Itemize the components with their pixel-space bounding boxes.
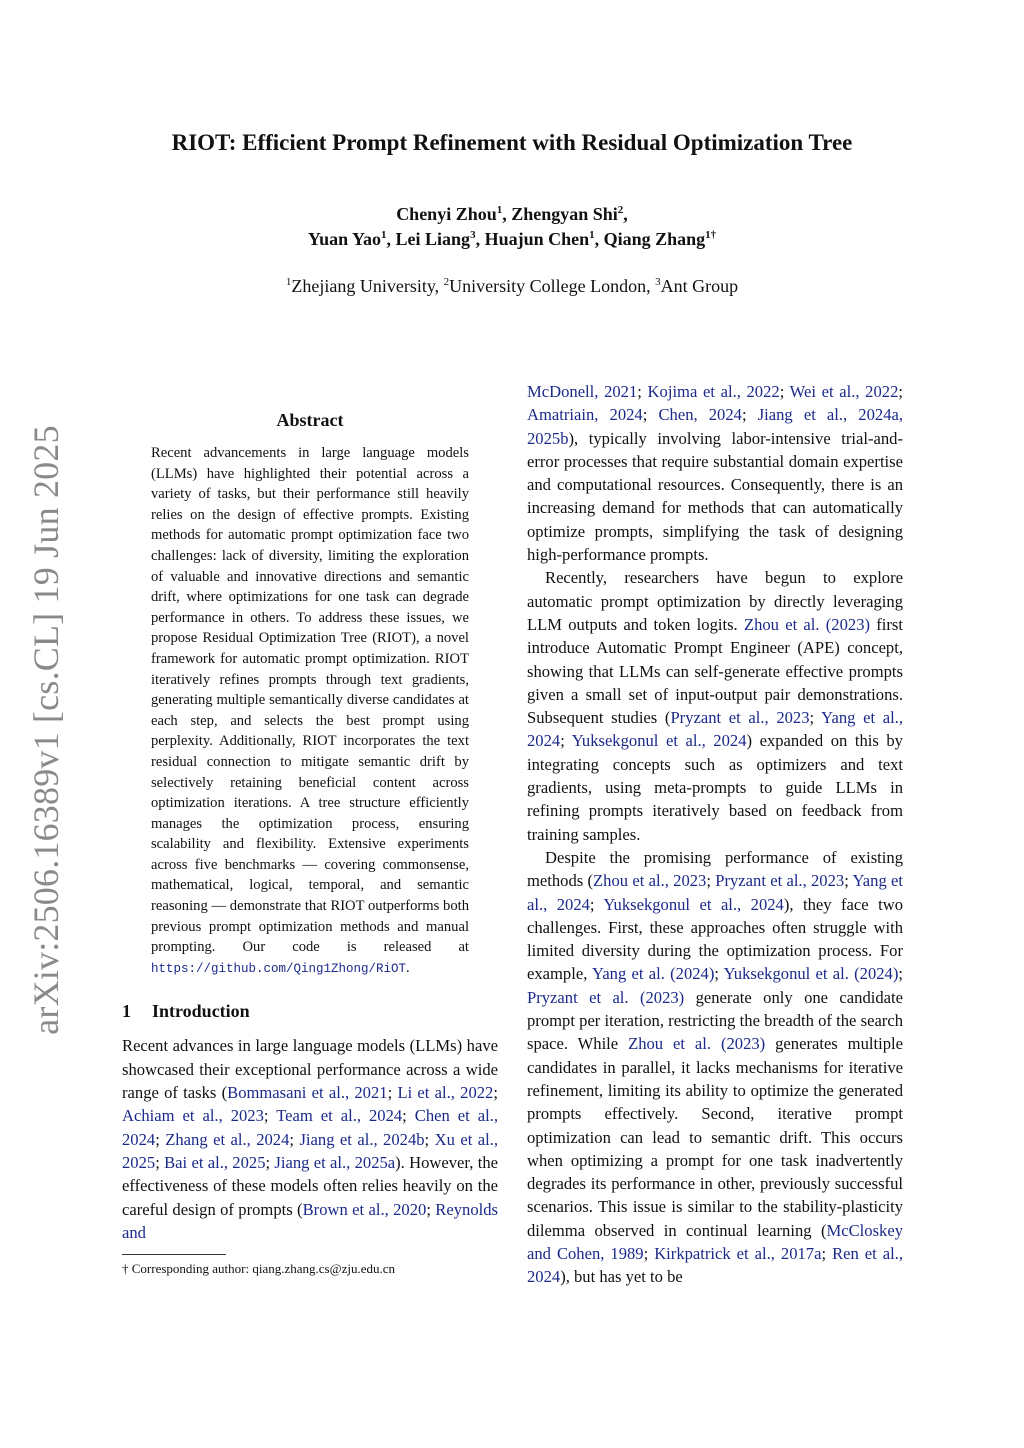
text-run: Despite the promising performance of existing methods ( [527, 847, 903, 891]
affiliations [0, 276, 1024, 297]
corresponding-author-footnote: † Corresponding author: qiang.zhang.cs@zju.edu.cn [122, 1261, 395, 1277]
text-run: ; [779, 382, 790, 401]
abstract-end: . [406, 959, 410, 976]
citation-link[interactable]: McDonell, 2021 [527, 382, 638, 401]
text-run: ; [706, 871, 716, 891]
citation-link[interactable]: Zhou et al., 2023 [593, 871, 707, 891]
author-name: Huajun Chen [484, 229, 590, 249]
citation-link[interactable]: Jiang et al., 2025a [274, 1152, 396, 1172]
text-run: ; [155, 1152, 165, 1172]
right-column [527, 380, 903, 1289]
intro-paragraph-4 [527, 846, 903, 1289]
citation-link[interactable]: Pryzant et al., 2023 [715, 871, 845, 891]
citation-link[interactable]: Bai et al., 2025 [164, 1152, 266, 1172]
text-run: ; [714, 964, 724, 984]
affil-name: Ant Group [660, 276, 739, 296]
text-run: ; [426, 1199, 436, 1219]
citation-link[interactable]: Bommasani et al., 2021 [227, 1083, 388, 1103]
text-run: ; [642, 405, 659, 425]
intro-paragraph-3 [527, 566, 903, 846]
text-run: ; [424, 1129, 435, 1149]
text-run: ; [493, 1083, 498, 1103]
citation-link[interactable]: Yuksekgonul et al., 2024 [603, 894, 784, 914]
citation-link[interactable]: Kirkpatrick et al., 2017a [654, 1243, 822, 1263]
text-run: ) expanded on this by integrating concepts such as optimizers and text gradients, using meta-prompts to guide LLMs in refining prompts iteratively based on feedback from training samples. [527, 731, 903, 844]
text-run: ). However, the effectiveness of these models often relies heavily on the careful design of prompts ( [122, 1152, 499, 1219]
text-run: generates multiple candidates in parallel, it lacks mechanisms for iterative refinement, limiting its ability to optimize the generated prompts effectively. Second, iterative prompt optimization can lead to semantic drift. This occurs when optimizing a prompt for one task inadvertently degrades its performance in other, previously successful scenarios. This issue is similar to the stability-plasticity dilemma observed in continual learning ( [527, 1034, 903, 1240]
text-run: ; [898, 382, 903, 401]
arxiv-sidebar-stamp [22, 425, 70, 1035]
affil-mark: 2 [443, 276, 450, 288]
text-run: ; [809, 708, 822, 728]
text-run: ), but has yet to be [560, 1267, 683, 1287]
footnote-rule [122, 1254, 226, 1255]
author-name: Qiang Zhang [603, 229, 706, 249]
text-run: ; [155, 1129, 166, 1149]
author-affil-mark: 2 [617, 204, 624, 216]
arxiv-id: arXiv:2506.16389v1 [cs.CL] 19 Jun 2025 [26, 425, 67, 1035]
text-run: ), typically involving labor-intensive trial-and-error processes that require substantial domain expertise and computational resources. Consequently, there is an increasing demand for methods that can automatically optimize prompts, simplifying the task of designing high-performance prompts. [527, 428, 903, 565]
text-run: ; [263, 1106, 277, 1126]
section-heading-introduction [122, 1001, 498, 1022]
citation-link[interactable]: Pryzant et al. (2023) [527, 987, 685, 1007]
affil-mark: 3 [655, 276, 661, 288]
citation-link[interactable]: Yuksekgonul et al. (2024) [723, 964, 899, 984]
citation-link[interactable]: Zhang et al., 2024 [165, 1129, 290, 1149]
text-run: ; [402, 1106, 415, 1126]
text-run: ; [643, 1243, 655, 1263]
left-column [122, 410, 498, 1277]
abstract-body [151, 443, 469, 979]
citation-link[interactable]: Reynolds and [122, 1199, 498, 1242]
citation-link[interactable]: Li et al., 2022 [397, 1083, 494, 1103]
text-run: ; [265, 1152, 275, 1172]
text-run: first introduce Automatic Prompt Engineer (APE) concept, showing that LLMs can self-generate effective prompts given a small set of input-output pair demonstrations. Subsequent studies ( [527, 614, 903, 728]
intro-paragraph-1 [122, 1034, 498, 1244]
text-run: ; [387, 1083, 398, 1103]
text-run: ; [898, 964, 903, 984]
author-list [0, 202, 1024, 252]
citation-link[interactable]: Achiam et al., 2023 [122, 1106, 264, 1126]
text-run: generate only one candidate prompt per iteration, restricting the breadth of the search space. While [527, 987, 903, 1054]
author-affil-mark: 1 [589, 229, 595, 241]
affil-mark: 1 [285, 276, 292, 288]
citation-link[interactable]: Xu et al., 2025 [122, 1129, 499, 1172]
citation-link[interactable]: Yang et al. (2024) [592, 964, 715, 984]
citation-link[interactable]: Brown et al., 2020 [302, 1199, 427, 1219]
citation-link[interactable]: Jiang et al., 2024b [299, 1129, 425, 1149]
citation-link[interactable]: Yang et al., 2024 [527, 708, 903, 751]
text-run: Recent advances in large language models (LLMs) have showcased their exceptional performance across a wide range of tasks ( [122, 1036, 498, 1103]
abstract-heading: Abstract [276, 410, 344, 430]
affil-name: University College London, [449, 276, 656, 296]
text-run: ; [560, 731, 572, 751]
author-name: Lei Liang [395, 229, 471, 249]
citation-link[interactable]: Jiang et al., 2024a, 2025b [527, 405, 904, 448]
author-affil-mark: 1 [496, 204, 503, 216]
text-run: ; [589, 894, 604, 914]
text-run: ), they face two challenges. First, these approaches often struggle with limited diversity during the optimization process. For example, [527, 894, 903, 984]
citation-link[interactable]: Pryzant et al., 2023 [670, 708, 810, 728]
citation-link[interactable]: Ren et al., 2024 [527, 1243, 904, 1287]
citation-link[interactable]: Chen, 2024 [658, 405, 742, 425]
text-run: ; [637, 382, 648, 401]
text-run: Recently, researchers have begun to explore automatic prompt optimization by directly leveraging LLM outputs and token logits. [527, 568, 903, 634]
citation-link[interactable]: Chen et al., 2024 [122, 1106, 498, 1149]
intro-paragraph-2 [527, 380, 903, 566]
citation-link[interactable]: Wei et al., 2022 [789, 382, 899, 401]
code-link[interactable]: https://github.com/Qing1Zhong/RiOT [151, 961, 407, 976]
text-run: ; [821, 1243, 833, 1263]
author-line-2: Yuan Yao$^1$, Lei Liang$^3$, Huajun Chen$^1$, Qiang Zhang$^{1\dagger}$ [307, 229, 717, 249]
author-affil-mark: 1† [705, 229, 717, 241]
text-run: ; [844, 871, 853, 891]
author-name: Chenyi Zhou [396, 204, 497, 224]
abstract-text: Recent advancements in large language models (LLMs) have highlighted their potential across a variety of tasks, but their performance still heavily relies on the design of effective prompts. Existing methods for automatic prompt optimization face two challenges: lack of diversity, limiting the exploration of valuable and innovative directions and semantic drift, where optimizations for one task can degrade performance in others. To address these issues, we propose Residual Optimization Tree (RIOT), a novel framework for automatic prompt optimization. RIOT iteratively refines prompts through text gradients, generating multiple semantically diverse candidates at each step, and selects the best prompt using perplexity. Additionally, RIOT incorporates the text residual connection to mitigate semantic drift by selectively retaining beneficial content across optimization iterations. A tree structure efficiently manages the optimization process, ensuring scalability and flexibility. Extensive experiments across five benchmarks — covering commonsense, mathematical, logical, temporal, and semantic reasoning — demonstrate that RIOT outperforms both previous prompt optimization methods and manual prompting. Our code is released at [151, 445, 469, 956]
author-affil-mark: 3 [470, 229, 476, 241]
text-run: ; [741, 405, 758, 425]
citation-link[interactable]: Amatriain, 2024 [527, 405, 643, 425]
citation-link[interactable]: Yuksekgonul et al., 2024 [571, 731, 747, 751]
citation-link[interactable]: McCloskey and Cohen, 1989 [527, 1220, 903, 1263]
author-name: Yuan Yao [307, 229, 382, 249]
citation-link[interactable]: Zhou et al. (2023) [628, 1034, 766, 1054]
citation-link[interactable]: Zhou et al. (2023) [743, 614, 871, 634]
author-affil-mark: 1 [381, 229, 387, 241]
author-line-1: Chenyi Zhou$^1$, Zhengyan Shi$^2$, [396, 204, 628, 224]
section-title: Introduction [152, 1001, 250, 1022]
citation-link[interactable]: Kojima et al., 2022 [647, 382, 780, 401]
paper-title: RIOT: Efficient Prompt Refinement with Residual Optimization Tree [171, 130, 853, 155]
section-number: 1 [122, 1001, 131, 1022]
author-name: Zhengyan Shi [511, 204, 618, 224]
affil-name: Zhejiang University, [291, 276, 444, 296]
text-run: ; [289, 1129, 300, 1149]
citation-link[interactable]: Yang et al., 2024 [527, 871, 903, 914]
citation-link[interactable]: Team et al., 2024 [276, 1106, 403, 1126]
